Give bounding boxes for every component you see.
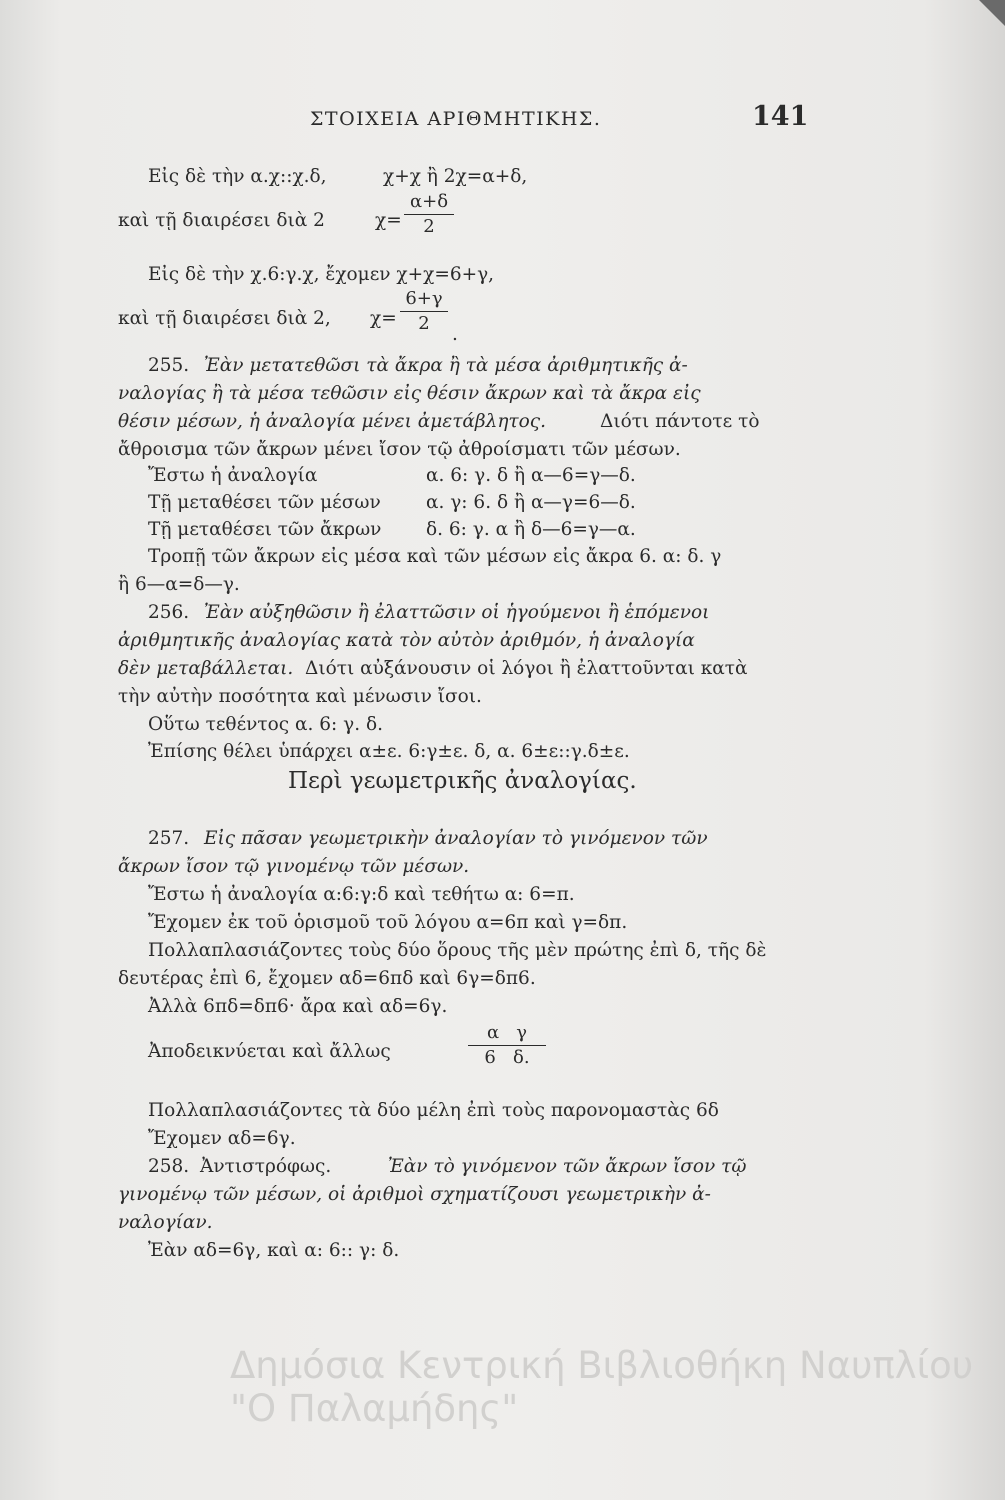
paragraph-256-number: 256. — [148, 602, 190, 623]
paragraph-255-line-7b: δ. 6: γ. α ἢ δ—6=γ—α. — [426, 519, 636, 540]
fraction-numerator: 6+γ — [405, 288, 443, 309]
paragraph-256-line-3a: δὲν μεταβάλλεται. — [118, 658, 294, 679]
watermark-line-1: Δημόσια Κεντρική Βιβλιοθήκη Ναυπλίου — [230, 1344, 974, 1387]
paragraph-255-line-5b: α. 6: γ. δ ἢ α—6=γ—δ. — [426, 465, 636, 486]
paragraph-255-line-6b: α. γ: 6. δ ἢ α—γ=6—δ. — [426, 492, 636, 513]
line-4-dot: . — [452, 324, 458, 345]
section-heading: Περὶ γεωμετρικῆς ἀναλογίας. — [288, 768, 637, 794]
paragraph-257-line-2: ἄκρων ἴσον τῷ γινομένῳ τῶν μέσων. — [118, 856, 470, 877]
paragraph-255-line-3b: Διότι πάντοτε τὸ — [600, 411, 760, 432]
fraction-bar — [400, 311, 448, 312]
paragraph-256-line-3b: Διότι αὐξάνουσιν οἱ λόγοι ἢ ἐλαττοῦνται κατὰ — [305, 658, 748, 679]
paragraph-257-line-10: Ἔχομεν αδ=6γ. — [148, 1128, 296, 1149]
line-2-eq: χ= — [375, 210, 402, 231]
paragraph-256-line-5: Οὕτω τεθέντος α. 6: γ. δ. — [148, 714, 383, 735]
fraction-proportion — [468, 1024, 546, 1067]
fraction-denominator: 2 — [423, 216, 435, 237]
fraction-a-plus-d-over-2 — [404, 193, 454, 236]
paragraph-258-line-4: Ἐὰν αδ=6γ, καὶ α: 6:: γ: δ. — [148, 1240, 400, 1261]
paragraph-255-line-8: Τροπῇ τῶν ἄκρων εἰς μέσα καὶ τῶν μέσων εἰς ἄκρα 6. α: δ. γ — [148, 546, 722, 567]
fraction-bar — [404, 214, 454, 215]
paragraph-255-line-7a: Τῇ μεταθέσει τῶν ἄκρων — [148, 519, 382, 540]
line-1b: χ+χ ἢ 2χ=α+δ, — [383, 166, 528, 187]
paragraph-257-number: 257. — [148, 828, 190, 849]
paragraph-257-line-6: δευτέρας ἐπὶ 6, ἔχομεν αδ=6πδ καὶ 6γ=δπ6. — [118, 968, 536, 989]
paragraph-256-line-2: ἀριθμητικῆς ἀναλογίας κατὰ τὸν αὐτὸν ἀριθμόν, ἡ ἀναλογία — [118, 630, 695, 651]
paragraph-255-line-1: Ἐὰν μετατεθῶσι τὰ ἄκρα ἢ τὰ μέσα ἀριθμητικῆς ἀ- — [204, 355, 688, 376]
paragraph-258-line-1a: Ἀντιστρόφως. — [200, 1156, 332, 1177]
paragraph-257-line-5: Πολλαπλασιάζοντες τοὺς δύο ὅρους τῆς μὲν πρώτης ἐπὶ δ, τῆς δὲ — [148, 940, 767, 961]
page-number: 141 — [752, 101, 809, 132]
paragraph-258-line-2: γινομένῳ τῶν μέσων, οἱ ἀριθμοὶ σχηματίζουσι γεωμετρικὴν ἀ- — [118, 1184, 711, 1205]
paragraph-258-line-1b: Ἐὰν τὸ γινόμενον τῶν ἄκρων ἴσον τῷ — [388, 1156, 747, 1177]
paragraph-255-line-5a: Ἔστω ἡ ἀναλογία — [148, 465, 318, 486]
paragraph-255-line-6a: Τῇ μεταθέσει τῶν μέσων — [148, 492, 381, 513]
paragraph-257-line-1: Εἰς πᾶσαν γεωμετρικὴν ἀναλογίαν τὸ γινόμενον τῶν — [204, 828, 708, 849]
paragraph-257-line-4: Ἔχομεν ἐκ τοῦ ὁρισμοῦ τοῦ λόγου α=6π καὶ γ=δπ. — [148, 912, 628, 933]
line-3: Εἰς δὲ τὴν χ.6:γ.χ, ἔχομεν χ+χ=6+γ, — [148, 264, 495, 285]
fraction-bar — [468, 1045, 546, 1046]
paragraph-257-line-9: Πολλαπλασιάζοντες τὰ δύο μέλη ἐπὶ τοὺς παρονομαστὰς 6δ — [148, 1100, 719, 1121]
paragraph-256-line-1: Ἐὰν αὐξηθῶσιν ἢ ἐλαττῶσιν οἱ ἡγούμενοι ἢ ἑπόμενοι — [204, 602, 710, 623]
paragraph-256-line-4: τὴν αὐτὴν ποσότητα καὶ μένωσιν ἴσοι. — [118, 686, 482, 707]
fraction-denominator: 2 — [418, 313, 430, 334]
line-4-eq: χ= — [370, 308, 397, 329]
fraction-b-plus-g-over-2 — [400, 290, 448, 333]
paragraph-257-line-3: Ἔστω ἡ ἀναλογία α:6:γ:δ καὶ τεθήτω α: 6=π. — [148, 884, 575, 905]
page-corner-shadow — [979, 0, 1005, 26]
paragraph-255-line-2: ναλογίας ἢ τὰ μέσα τεθῶσιν εἰς θέσιν ἄκρων καὶ τὰ ἄκρα εἰς — [118, 383, 701, 404]
paragraph-258-number: 258. — [148, 1156, 190, 1177]
line-1a: Εἰς δὲ τὴν α.χ::χ.δ, — [148, 166, 327, 187]
watermark-line-2: "Ο Παλαμήδης" — [230, 1386, 519, 1430]
paragraph-255-line-9: ἢ 6—α=δ—γ. — [118, 574, 240, 595]
running-title: ΣΤΟΙΧΕΙΑ ΑΡΙΘΜΗΤΙΚΗΣ. — [310, 108, 602, 130]
paragraph-255-number: 255. — [148, 355, 190, 376]
paragraph-255-line-3a: θέσιν μέσων, ἡ ἀναλογία μένει ἀμετάβλητος. — [118, 411, 547, 432]
paragraph-257-line-7: Ἀλλὰ 6πδ=δπ6· ἄρα καὶ αδ=6γ. — [148, 996, 448, 1017]
paragraph-256-line-6: Ἐπίσης θέλει ὑπάρχει α±ε. 6:γ±ε. δ, α. 6±ε::γ.δ±ε. — [148, 741, 630, 762]
fraction-denominator: 6 δ. — [484, 1047, 530, 1068]
paragraph-258-line-3: ναλογίαν. — [118, 1212, 213, 1233]
paragraph-257-line-8: Ἀποδεικνύεται καὶ ἄλλως — [148, 1041, 391, 1062]
paragraph-255-line-4: ἄθροισμα τῶν ἄκρων μένει ἴσον τῷ ἀθροίσματι τῶν μέσων. — [118, 439, 681, 460]
fraction-numerator: α γ — [486, 1022, 528, 1043]
line-2: καὶ τῇ διαιρέσει διὰ 2 — [118, 210, 325, 231]
fraction-numerator: α+δ — [409, 191, 449, 212]
line-4: καὶ τῇ διαιρέσει διὰ 2, — [118, 308, 331, 329]
library-watermark — [230, 1345, 973, 1430]
